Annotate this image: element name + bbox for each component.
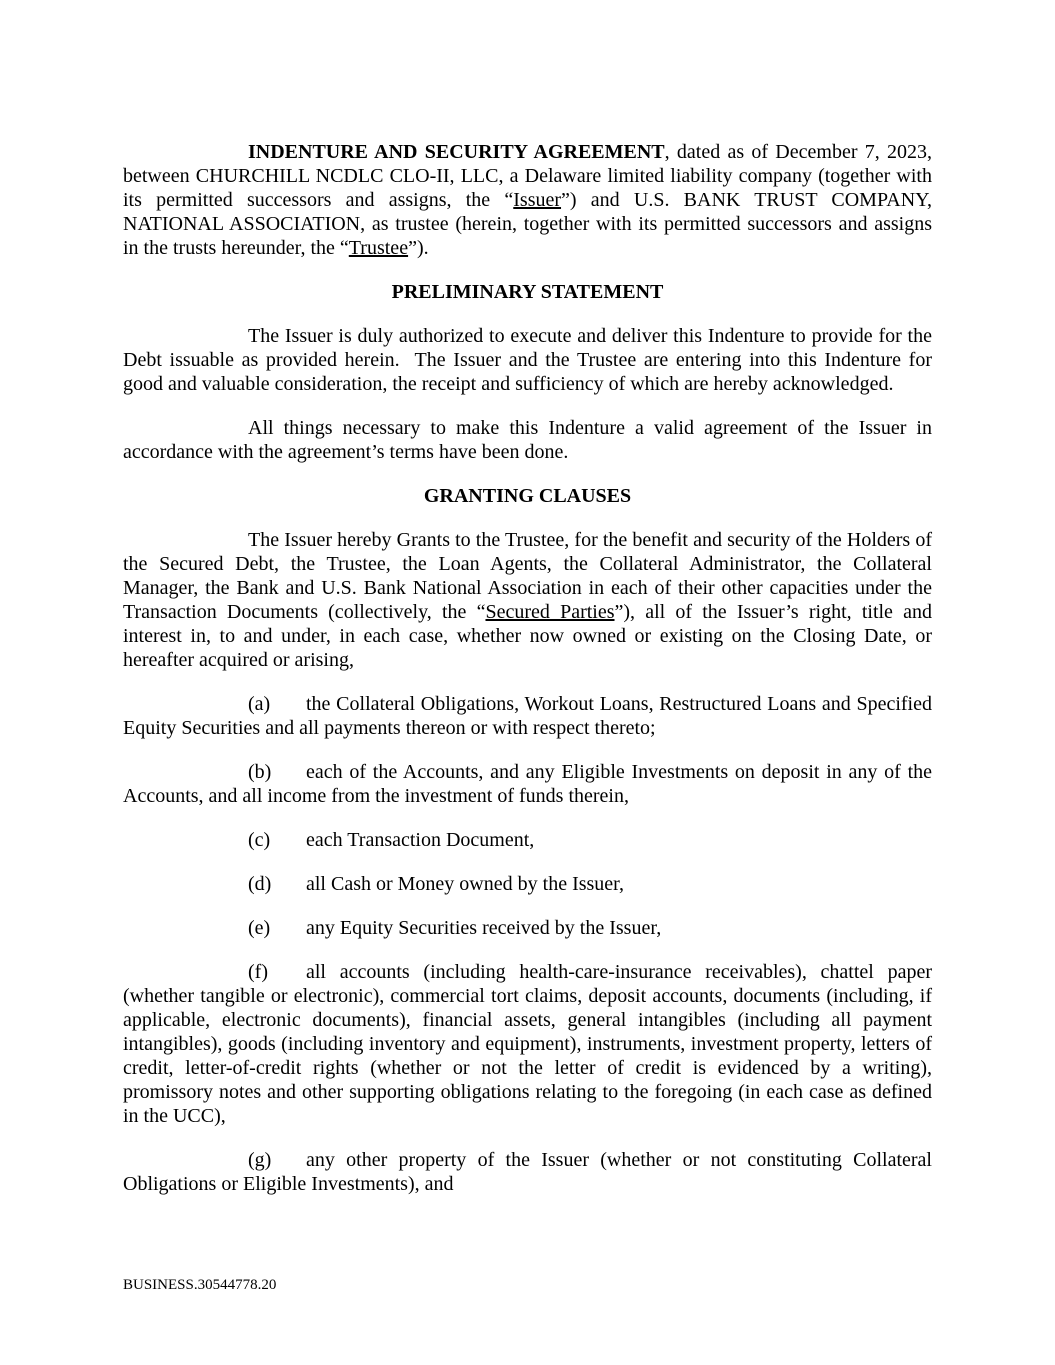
- clause-text: each of the Accounts, and any Eligible Investments on deposit in any of the Accounts, and all income from the investment of funds therein,: [123, 761, 932, 807]
- underlined-term: Trustee: [348, 237, 409, 259]
- clause-text: each Transaction Document,: [306, 829, 535, 851]
- text-run: ”), all of the Issuer’s right, title and interest in, to and under, in each case, whether now owned or existing on the Closing Date, or hereafter acquired or arising,: [123, 601, 932, 671]
- preliminary-statement-heading: PRELIMINARY STATEMENT: [391, 281, 664, 303]
- granting-intro-paragraph: [123, 528, 932, 672]
- clause-text: any Equity Securities received by the Issuer,: [306, 917, 662, 939]
- clause-label: (e): [248, 917, 271, 939]
- preliminary-paragraph-2: All things necessary to make this Indenture a valid agreement of the Issuer in accordance with the agreement’s terms have been done.: [123, 417, 932, 463]
- text-run: ”) and U.S. BANK TRUST COMPANY, NATIONAL ASSOCIATION, as trustee (herein, together with its permitted successors and assigns in the trusts hereunder, the “: [123, 189, 933, 259]
- footer-document-id: BUSINESS.30544778.20: [123, 1277, 277, 1293]
- granting-clause-g: [123, 1148, 932, 1196]
- clause-label: (g): [248, 1149, 272, 1171]
- intro-paragraph: [123, 140, 932, 260]
- granting-clause-e: [123, 916, 932, 940]
- granting-clause-f: [123, 960, 932, 1128]
- granting-clause-b: [123, 760, 932, 808]
- clause-text: any other property of the Issuer (whether or not constituting Collateral Obligations or Eligible Investments), and: [123, 1149, 932, 1195]
- text-run: ”).: [408, 237, 429, 259]
- underlined-term: Secured Parties: [485, 601, 615, 623]
- granting-clause-a: [123, 692, 932, 740]
- granting-clause-c: [123, 828, 932, 852]
- clause-label: (a): [248, 693, 271, 715]
- granting-clause-d: [123, 872, 932, 896]
- clause-label: (f): [248, 961, 268, 983]
- clause-text: the Collateral Obligations, Workout Loans, Restructured Loans and Specified Equity Securities and all payments thereon or with respect thereto;: [123, 693, 932, 739]
- text-run: , dated as of December 7, 2023, between CHURCHILL NCDLC CLO-II, LLC, a Delaware limited liability company (together with its permitted successors and assigns, the “: [123, 141, 932, 211]
- clause-text: all Cash or Money owned by the Issuer,: [306, 873, 625, 895]
- granting-clauses-heading: GRANTING CLAUSES: [423, 485, 632, 507]
- preliminary-paragraph-1: The Issuer is duly authorized to execute and deliver this Indenture to provide for the Debt issuable as provided herein. The Issuer and the Trustee are entering into this Indenture for good and valuable consideration, the receipt and sufficiency of which are hereby acknowledged.: [123, 325, 932, 395]
- text-run: The Issuer hereby Grants to the Trustee, for the benefit and security of the Holders of the Secured Debt, the Trustee, the Loan Agents, the Collateral Administrator, the Collateral Manager, the Bank and U.S. Bank National Association in each of their other capacities under the Transaction Documents (collectively, the “: [123, 529, 932, 623]
- clause-label: (d): [248, 873, 272, 895]
- bold-text-run: INDENTURE AND SECURITY AGREEMENT: [248, 141, 665, 163]
- underlined-term: Issuer: [513, 189, 562, 211]
- clause-label: (b): [248, 761, 272, 783]
- clause-text: all accounts (including health-care-insurance receivables), chattel paper (whether tangible or electronic), commercial tort claims, deposit accounts, documents (including, if applicable, electronic documents), financial assets, general intangibles (including all payment intangibles), goods (including inventory and equipment), instruments, investment property, letters of credit, letter-of-credit rights (whether or not the letter of credit is evidenced by a writing), promissory notes and other supporting obligations relating to the foregoing (in each case as defined in the UCC),: [123, 961, 932, 1127]
- clause-label: (c): [248, 829, 271, 851]
